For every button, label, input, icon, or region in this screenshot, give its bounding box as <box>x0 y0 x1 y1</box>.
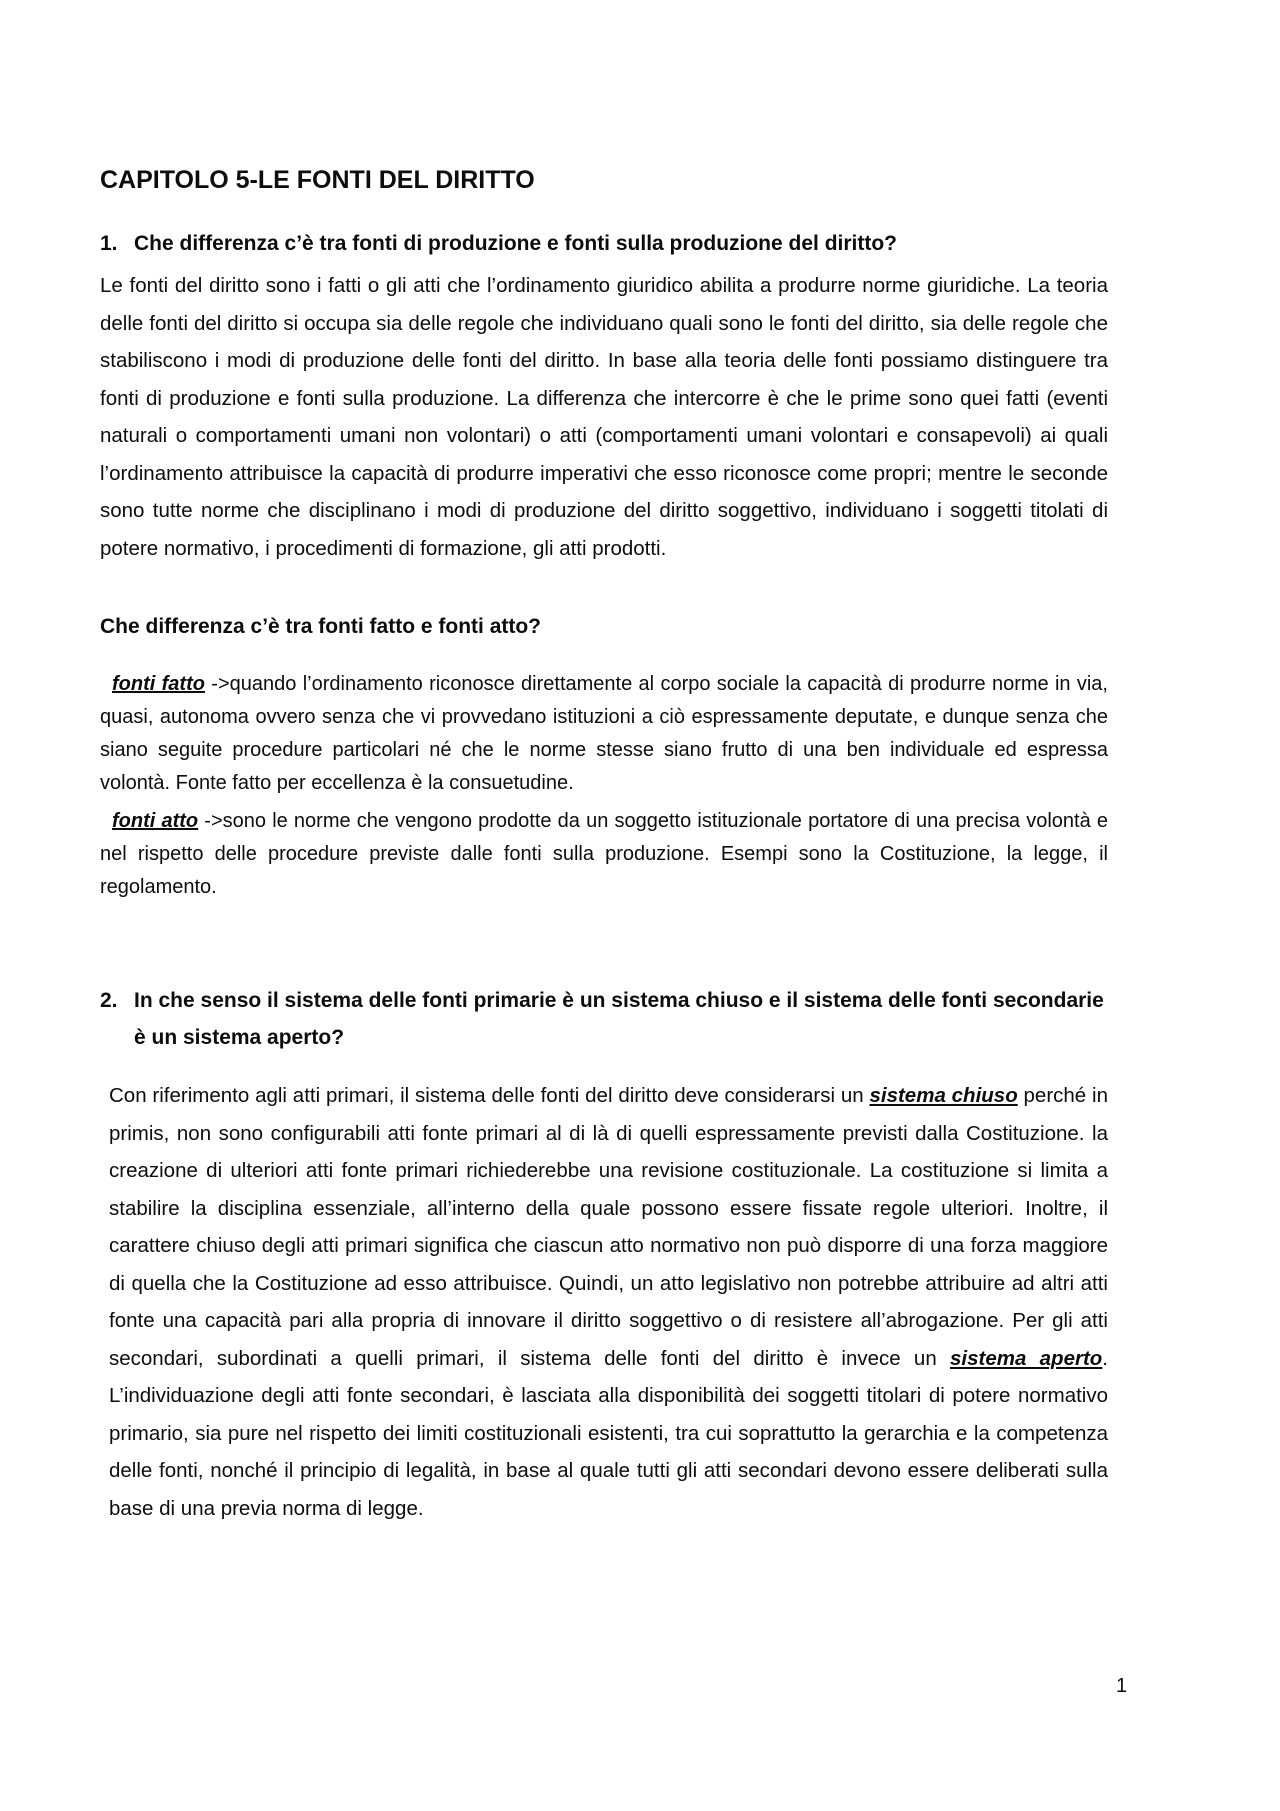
question-2-number: 2. <box>100 989 118 1012</box>
text-run: Con riferimento agli atti primari, il sistema delle fonti del diritto deve considerarsi un <box>109 1084 870 1107</box>
question-1-answer: Le fonti del diritto sono i fatti o gli atti che l’ordinamento giuridico abilita a produrre norme giuridiche. La teoria delle fonti del diritto si occupa sia delle regole che individuano quali sono le fonti del diritto, sia delle regole che stabiliscono i modi di produzione delle fonti del diritto. In base alla teoria delle fonti possiamo distinguere tra fonti di produzione e fonti sulla produzione. La differenza che intercorre è che le prime sono quei fatti (eventi naturali o comportamenti umani non volontari) o atti (comportamenti umani volontari e consapevoli) ai quali l’ordinamento attribuisce la capacità di produrre imperativi che esso riconosce come propri; mentre le seconde sono tutte norme che disciplinano i modi di produzione del diritto soggettivo, individuano i soggetti titolati di potere normativo, i procedimenti di formazione, gli atti prodotti. <box>100 274 1108 560</box>
question-1-text: Che differenza c’è tra fonti di produzione e fonti sulla produzione del diritto? <box>134 232 898 255</box>
paragraph-fonti-atto <box>100 805 1108 904</box>
emphasized-term: sistema chiuso <box>869 1084 1018 1107</box>
text-run: perché in primis, non sono configurabili atti fonte primari al di là di quelli espressamente previsti dalla Costituzione. la creazione di ulteriori atti fonte primari richiederebbe una revisione costituzionale. La costituzione si limita a stabilire la disciplina essenziale, all’interno della quale possono essere fissate regole ulteriori. Inoltre, il carattere chiuso degli atti primari significa che ciascun atto normativo non può disporre di una forza maggiore di quella che la Costituzione ad esso attribuisce. Quindi, un atto legislativo non potrebbe attribuire ad altri atti fonte una capacità pari alla propria di innovare il diritto soggettivo o di resistere all’abrogazione. Per gli atti secondari, subordinati a quelli primari, il sistema delle fonti del diritto è invece un <box>109 1084 1108 1370</box>
emphasized-term: fonti atto <box>112 810 199 832</box>
emphasized-term: sistema aperto <box>950 1346 1103 1370</box>
paragraph-fonti-fatto <box>100 668 1108 800</box>
text-run: . L’individuazione degli atti fonte secondari, è lasciata alla disponibilità dei soggetti titolari di potere normativo primario, sia pure nel rispetto dei limiti costituzionali esistenti, tra cui soprattutto la gerarchia e la competenza delle fonti, nonché il principio di legalità, in base al quale tutti gli atti secondari devono essere deliberati sulla base di una previa norma di legge. <box>109 1346 1108 1520</box>
question-1 <box>100 225 1108 262</box>
question-1-number: 1. <box>100 232 118 255</box>
question-2 <box>100 982 1108 1056</box>
text-run: ->quando l’ordinamento riconosce direttamente al corpo sociale la capacità di produrre norme in via, quasi, autonoma ovvero senza che vi provvedano istituzioni a ciò espressamente deputate, e dunque senza che siano seguite procedure particolari né che le norme stesse siano frutto di una ben individuale ed espressa volontà. Fonte fatto per eccellenza è la consuetudine. <box>100 673 1108 794</box>
emphasized-term: fonti fatto <box>112 673 205 695</box>
question-2-text: In che senso il sistema delle fonti primarie è un sistema chiuso e il sistema delle fonti secondarie è un sistema aperto? <box>134 989 1104 1049</box>
chapter-title: CAPITOLO 5-LE FONTI DEL DIRITTO <box>100 166 535 194</box>
question-2-answer <box>109 1077 1108 1527</box>
page-number: 1 <box>1116 1675 1128 1697</box>
text-run: ->sono le norme che vengono prodotte da un soggetto istituzionale portatore di una precisa volontà e nel rispetto delle procedure previste dalle fonti sulla produzione. Esempi sono la Costituzione, la legge, il regolamento. <box>100 810 1108 898</box>
subheading-fonti-fatto-atto: Che differenza c’è tra fonti fatto e fonti atto? <box>100 615 542 638</box>
